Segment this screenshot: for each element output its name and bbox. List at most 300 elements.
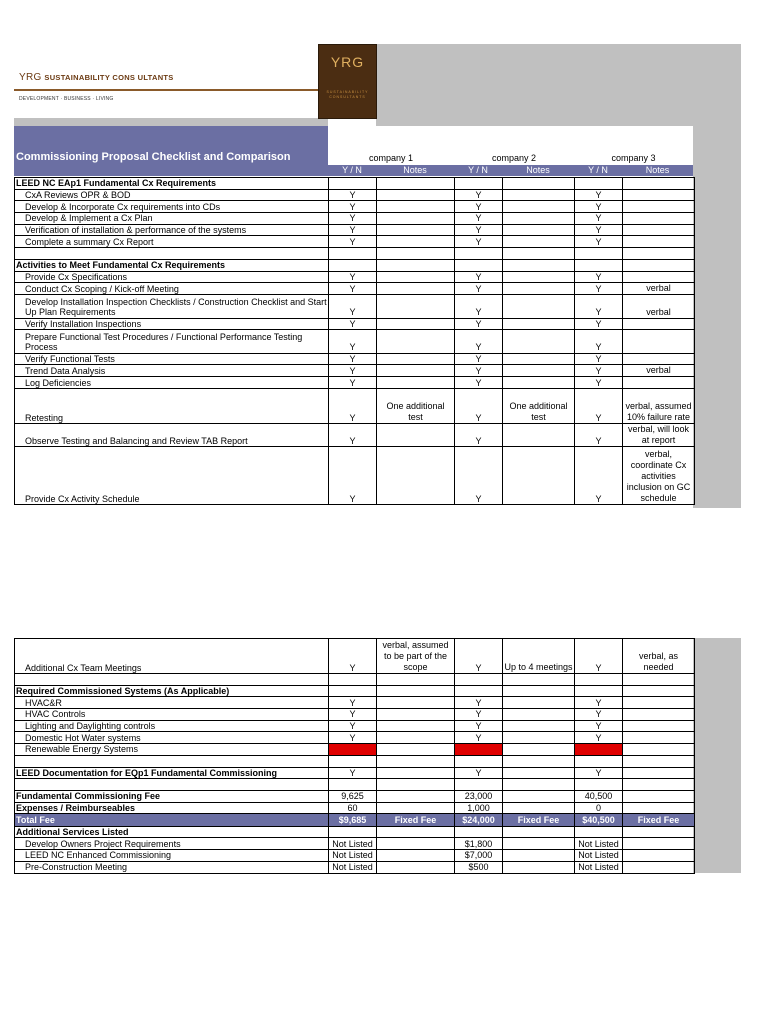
company-2-yn-cell: Y <box>455 767 503 779</box>
company-1-yn-cell: Y <box>329 201 377 213</box>
company-3-notes-cell <box>623 178 695 190</box>
company-2-notes-cell <box>503 744 575 756</box>
company-3-notes-cell: verbal <box>623 365 695 377</box>
company-2-yn-cell: Y <box>455 447 503 505</box>
company-3-yn-cell: Y <box>575 767 623 779</box>
company-3-yn-header: Y / N <box>574 165 622 176</box>
table-row <box>15 447 695 505</box>
row-label: Domestic Hot Water systems <box>15 732 329 744</box>
company-2-yn-cell: 1,000 <box>455 802 503 814</box>
company-1-notes-cell <box>377 236 455 248</box>
requirements-table <box>14 177 695 505</box>
company-2-yn-cell: $24,000 <box>455 814 503 827</box>
table-row <box>15 271 695 283</box>
company-2-notes-cell <box>503 732 575 744</box>
company-1-notes-cell <box>377 709 455 721</box>
company-3-yn-cell: Y <box>575 732 623 744</box>
company-1-yn-cell <box>329 248 377 260</box>
table-row <box>15 389 695 424</box>
company-3-notes-cell <box>623 674 695 686</box>
company-3-notes-cell <box>623 685 695 697</box>
table-row <box>15 838 695 850</box>
company-2-notes-cell <box>503 779 575 791</box>
row-label: Total Fee <box>15 814 329 827</box>
table-row <box>15 201 695 213</box>
brand-prefix: YRG <box>19 72 42 83</box>
company-1-yn-cell: Y <box>329 365 377 377</box>
company-3-yn-cell <box>575 259 623 271</box>
table-row <box>15 767 695 779</box>
company-3-notes-cell <box>623 236 695 248</box>
company-2-notes-cell <box>503 271 575 283</box>
company-1-yn-cell: $9,685 <box>329 814 377 827</box>
company-1-notes-cell <box>377 365 455 377</box>
row-label: HVAC&R <box>15 697 329 709</box>
company-3-notes-cell <box>623 720 695 732</box>
company-3-notes-cell: verbal, assumed 10% failure rate <box>623 389 695 424</box>
brand-divider <box>14 89 318 91</box>
row-label: Prepare Functional Test Procedures / Functional Performance Testing Process <box>15 330 329 353</box>
company-2-notes-cell <box>503 201 575 213</box>
company-2-notes-cell <box>503 697 575 709</box>
company-2-yn-cell: Y <box>455 224 503 236</box>
row-label: Required Commissioned Systems (As Applicable) <box>15 685 329 697</box>
company-1-yn-cell: Y <box>329 389 377 424</box>
systems-fees-table-body <box>15 639 695 874</box>
table-row <box>15 674 695 686</box>
company-1-notes-cell <box>377 674 455 686</box>
company-1-notes-cell <box>377 744 455 756</box>
company-3-yn-cell: Not Listed <box>575 850 623 862</box>
company-3-yn-cell: Y <box>575 424 623 447</box>
company-2-notes-cell <box>503 377 575 389</box>
company-2-yn-cell: Y <box>455 189 503 201</box>
company-2-yn-cell <box>455 685 503 697</box>
table-row <box>15 802 695 814</box>
company-2-notes-cell <box>503 674 575 686</box>
company-3-notes-cell <box>623 271 695 283</box>
company-2-yn-cell: Y <box>455 271 503 283</box>
company-1-yn-cell <box>329 685 377 697</box>
requirements-table-body <box>15 178 695 505</box>
company-2-notes-cell <box>503 802 575 814</box>
company-1-notes-cell <box>377 271 455 283</box>
company-2-yn-cell <box>455 259 503 271</box>
company-2-yn-cell: Y <box>455 697 503 709</box>
company-2-notes-cell <box>503 709 575 721</box>
company-3-notes-cell: verbal <box>623 295 695 318</box>
company-3-notes-cell: verbal, as needed <box>623 639 695 674</box>
table-row <box>15 353 695 365</box>
row-label: LEED NC Enhanced Commissioning <box>15 850 329 862</box>
row-label: Log Deficiencies <box>15 377 329 389</box>
company-2-notes-cell <box>503 213 575 225</box>
company-2-notes-cell: One additional test <box>503 389 575 424</box>
brand-rest: SUSTAINABILITY CONS ULTANTS <box>44 73 174 82</box>
company-3-notes-cell <box>623 201 695 213</box>
company-1-header: company 1 <box>368 153 414 163</box>
table-row <box>15 861 695 873</box>
company-1-notes-cell <box>377 178 455 190</box>
company-3-notes-cell <box>623 755 695 767</box>
company-1-notes-cell <box>377 826 455 838</box>
table-row <box>15 189 695 201</box>
company-3-yn-cell: Y <box>575 201 623 213</box>
company-2-notes-cell <box>503 178 575 190</box>
company-2-yn-cell: Y <box>455 201 503 213</box>
company-1-yn-cell: Y <box>329 283 377 295</box>
row-label: Retesting <box>15 389 329 424</box>
company-1-yn-cell: Y <box>329 330 377 353</box>
row-label: CxA Reviews OPR & BOD <box>15 189 329 201</box>
company-2-yn-cell <box>455 178 503 190</box>
company-1-notes-cell <box>377 838 455 850</box>
company-1-yn-cell: 9,625 <box>329 790 377 802</box>
company-3-notes-cell <box>623 189 695 201</box>
company-3-notes-cell <box>623 732 695 744</box>
company-3-yn-cell: 0 <box>575 802 623 814</box>
company-2-notes-cell <box>503 236 575 248</box>
company-3-yn-cell <box>575 178 623 190</box>
company-2-yn-cell: Y <box>455 720 503 732</box>
table-row <box>15 697 695 709</box>
company-2-yn-cell: Y <box>455 732 503 744</box>
table-row <box>15 224 695 236</box>
row-label: Provide Cx Activity Schedule <box>15 447 329 505</box>
company-1-notes-cell: Fixed Fee <box>377 814 455 827</box>
company-1-notes-cell <box>377 213 455 225</box>
company-2-yn-cell: 23,000 <box>455 790 503 802</box>
company-3-yn-cell: Not Listed <box>575 838 623 850</box>
company-3-notes-cell <box>623 353 695 365</box>
company-1-notes-cell <box>377 767 455 779</box>
company-1-notes-cell <box>377 720 455 732</box>
company-3-notes-cell <box>623 779 695 791</box>
company-2-yn-cell <box>455 826 503 838</box>
company-3-notes-cell <box>623 790 695 802</box>
table-row <box>15 779 695 791</box>
company-3-notes-cell <box>623 224 695 236</box>
company-2-notes-cell <box>503 353 575 365</box>
company-2-notes-cell <box>503 259 575 271</box>
company-2-notes-cell: Fixed Fee <box>503 814 575 827</box>
row-label: Provide Cx Specifications <box>15 271 329 283</box>
company-3-notes-cell <box>623 330 695 353</box>
company-2-yn-cell: Y <box>455 330 503 353</box>
table1-grey-margin <box>693 126 741 508</box>
company-2-yn-cell <box>455 779 503 791</box>
company-1-yn-cell: 60 <box>329 802 377 814</box>
company-1-notes-cell <box>377 295 455 318</box>
table-row <box>15 365 695 377</box>
company-1-notes-cell <box>377 259 455 271</box>
company-3-yn-cell: Y <box>575 189 623 201</box>
company-3-yn-cell <box>575 685 623 697</box>
company-3-yn-cell: Y <box>575 213 623 225</box>
row-label: Complete a summary Cx Report <box>15 236 329 248</box>
company-1-notes-cell <box>377 283 455 295</box>
company-2-yn-cell: $500 <box>455 861 503 873</box>
company-1-yn-cell: Not Listed <box>329 861 377 873</box>
company-1-yn-header: Y / N <box>328 165 376 176</box>
row-label: LEED NC EAp1 Fundamental Cx Requirements <box>15 178 329 190</box>
row-label: Develop & Implement a Cx Plan <box>15 213 329 225</box>
company-3-yn-cell: Y <box>575 639 623 674</box>
company-2-yn-cell <box>455 248 503 260</box>
company-1-yn-cell <box>329 779 377 791</box>
logo-subtext: SUSTAINABILITY CONSULTANTS <box>326 90 369 99</box>
company-3-yn-cell <box>575 248 623 260</box>
company-3-yn-cell: N <box>575 744 623 756</box>
company-1-notes-cell <box>377 850 455 862</box>
company-1-yn-cell: N <box>329 744 377 756</box>
company-3-yn-cell: Y <box>575 389 623 424</box>
company-3-notes-cell <box>623 318 695 330</box>
company-3-yn-cell: Y <box>575 697 623 709</box>
company-1-notes-cell <box>377 802 455 814</box>
table-row <box>15 178 695 190</box>
company-3-notes-cell <box>623 697 695 709</box>
company-1-notes-cell <box>377 189 455 201</box>
company-2-notes-cell <box>503 330 575 353</box>
company-3-yn-cell: Y <box>575 330 623 353</box>
company-2-yn-cell: Y <box>455 295 503 318</box>
company-1-notes-cell <box>377 779 455 791</box>
table-row <box>15 248 695 260</box>
company-1-yn-cell: Y <box>329 271 377 283</box>
company-1-yn-cell: Not Listed <box>329 850 377 862</box>
row-label: Activities to Meet Fundamental Cx Requirements <box>15 259 329 271</box>
row-label: HVAC Controls <box>15 709 329 721</box>
company-3-yn-cell: Y <box>575 283 623 295</box>
company-3-yn-cell: Y <box>575 447 623 505</box>
row-label <box>15 779 329 791</box>
company-3-yn-cell: Y <box>575 720 623 732</box>
row-label: Observe Testing and Balancing and Review TAB Report <box>15 424 329 447</box>
company-3-yn-cell: Y <box>575 353 623 365</box>
company-2-yn-cell: Y <box>455 236 503 248</box>
table-row <box>15 283 695 295</box>
company-3-yn-cell: $40,500 <box>575 814 623 827</box>
company-1-notes-cell: One additional test <box>377 389 455 424</box>
company-3-yn-cell: 40,500 <box>575 790 623 802</box>
yrg-logo <box>318 44 377 119</box>
company-2-notes-cell <box>503 283 575 295</box>
company-2-header: company 2 <box>491 153 537 163</box>
company-1-notes-cell <box>377 685 455 697</box>
total-fee-row <box>15 814 695 827</box>
row-label: Verify Functional Tests <box>15 353 329 365</box>
company-1-yn-cell: Y <box>329 213 377 225</box>
company-1-yn-cell: Y <box>329 709 377 721</box>
company-2-yn-cell: Y <box>455 709 503 721</box>
company-3-notes-cell <box>623 377 695 389</box>
table-row <box>15 330 695 353</box>
company-2-yn-header: Y / N <box>454 165 502 176</box>
company-3-yn-cell <box>575 826 623 838</box>
company-1-yn-cell: Y <box>329 353 377 365</box>
table-row <box>15 744 695 756</box>
company-1-yn-cell <box>329 826 377 838</box>
company-3-notes-cell <box>623 850 695 862</box>
table2-grey-margin <box>693 638 741 873</box>
company-2-yn-cell: $7,000 <box>455 850 503 862</box>
row-label: Develop Owners Project Requirements <box>15 838 329 850</box>
company-1-yn-cell: Y <box>329 720 377 732</box>
company-2-yn-cell: $1,800 <box>455 838 503 850</box>
table-row <box>15 236 695 248</box>
company-1-yn-cell: Not Listed <box>329 838 377 850</box>
table-row <box>15 826 695 838</box>
company-2-yn-cell: Y <box>455 424 503 447</box>
company-2-yn-cell: Y <box>455 318 503 330</box>
company-3-yn-cell: Y <box>575 377 623 389</box>
brand-tagline: DEVELOPMENT · BUSINESS · LIVING <box>19 96 114 102</box>
company-1-notes-cell <box>377 318 455 330</box>
company-2-notes-cell <box>503 447 575 505</box>
company-1-yn-cell <box>329 259 377 271</box>
company-1-notes-cell <box>377 697 455 709</box>
table-row <box>15 685 695 697</box>
company-3-notes-cell <box>623 802 695 814</box>
row-label: Pre-Construction Meeting <box>15 861 329 873</box>
company-2-notes-cell <box>503 424 575 447</box>
company-3-yn-cell: Y <box>575 365 623 377</box>
company-3-notes-cell: verbal <box>623 283 695 295</box>
table-row <box>15 709 695 721</box>
company-1-yn-cell: Y <box>329 318 377 330</box>
company-3-yn-cell: Y <box>575 236 623 248</box>
header-left-strip <box>14 118 328 126</box>
table-row <box>15 755 695 767</box>
table-row <box>15 318 695 330</box>
company-1-yn-cell: Y <box>329 767 377 779</box>
systems-fees-table <box>14 638 695 874</box>
company-1-yn-cell: Y <box>329 377 377 389</box>
company-3-yn-cell: Y <box>575 709 623 721</box>
company-2-yn-cell: Y <box>455 365 503 377</box>
row-label: LEED Documentation for EQp1 Fundamental Commissioning <box>15 767 329 779</box>
company-2-notes-cell <box>503 850 575 862</box>
company-3-notes-cell <box>623 826 695 838</box>
table-row <box>15 720 695 732</box>
company-2-notes-cell <box>503 685 575 697</box>
company-2-yn-cell: Y <box>455 377 503 389</box>
table-row <box>15 259 695 271</box>
company-1-notes-cell <box>377 447 455 505</box>
company-2-notes-cell <box>503 720 575 732</box>
company-1-notes-cell <box>377 861 455 873</box>
row-label <box>15 248 329 260</box>
company-3-notes-cell <box>623 213 695 225</box>
company-1-notes-cell <box>377 424 455 447</box>
company-3-notes-cell <box>623 744 695 756</box>
company-1-yn-cell: Y <box>329 236 377 248</box>
company-1-yn-cell <box>329 755 377 767</box>
company-2-yn-cell <box>455 755 503 767</box>
company-3-yn-cell <box>575 674 623 686</box>
company-2-yn-cell <box>455 674 503 686</box>
row-label: Expenses / Reimburseables <box>15 802 329 814</box>
company-3-notes-cell <box>623 248 695 260</box>
row-label <box>15 674 329 686</box>
table-row <box>15 213 695 225</box>
company-3-yn-cell: Not Listed <box>575 861 623 873</box>
table-row <box>15 377 695 389</box>
company-3-notes-header: Notes <box>622 165 693 176</box>
company-3-notes-cell <box>623 861 695 873</box>
row-label: Develop Installation Inspection Checklists / Construction Checklist and Start Up Plan Requirements <box>15 295 329 318</box>
company-1-notes-cell <box>377 377 455 389</box>
company-1-yn-cell: Y <box>329 639 377 674</box>
company-2-yn-cell: Y <box>455 389 503 424</box>
company-1-yn-cell: Y <box>329 224 377 236</box>
row-label: Conduct Cx Scoping / Kick-off Meeting <box>15 283 329 295</box>
company-2-notes-cell <box>503 826 575 838</box>
page-title-block <box>14 126 328 176</box>
company-3-notes-cell <box>623 767 695 779</box>
company-3-notes-cell <box>623 838 695 850</box>
company-3-yn-cell: Y <box>575 295 623 318</box>
company-2-notes-cell <box>503 790 575 802</box>
row-label: Trend Data Analysis <box>15 365 329 377</box>
row-label: Additional Services Listed <box>15 826 329 838</box>
company-1-notes-header: Notes <box>376 165 454 176</box>
company-2-notes-header: Notes <box>502 165 574 176</box>
company-3-notes-cell <box>623 709 695 721</box>
header-grey-band <box>376 44 741 126</box>
company-2-notes-cell: Up to 4 meetings <box>503 639 575 674</box>
company-3-yn-cell <box>575 755 623 767</box>
company-1-notes-cell <box>377 755 455 767</box>
company-1-notes-cell <box>377 248 455 260</box>
company-2-yn-cell: Y <box>455 639 503 674</box>
company-2-notes-cell <box>503 767 575 779</box>
company-1-notes-cell: verbal, assumed to be part of the scope <box>377 639 455 674</box>
row-label: Verification of installation & performance of the systems <box>15 224 329 236</box>
brand-name <box>19 72 174 83</box>
table-row <box>15 790 695 802</box>
company-2-yn-cell: N <box>455 744 503 756</box>
company-1-notes-cell <box>377 790 455 802</box>
company-3-notes-cell <box>623 259 695 271</box>
company-3-yn-cell: Y <box>575 224 623 236</box>
company-2-notes-cell <box>503 189 575 201</box>
company-1-notes-cell <box>377 330 455 353</box>
company-2-notes-cell <box>503 755 575 767</box>
table-row <box>15 295 695 318</box>
table-row <box>15 732 695 744</box>
company-1-yn-cell <box>329 178 377 190</box>
company-1-notes-cell <box>377 224 455 236</box>
row-label: Verify Installation Inspections <box>15 318 329 330</box>
company-2-notes-cell <box>503 838 575 850</box>
company-2-yn-cell: Y <box>455 213 503 225</box>
table-row <box>15 850 695 862</box>
company-1-yn-cell: Y <box>329 732 377 744</box>
logo-text: YRG <box>330 54 365 70</box>
company-2-notes-cell <box>503 248 575 260</box>
company-1-yn-cell: Y <box>329 697 377 709</box>
table-row <box>15 424 695 447</box>
company-2-yn-cell: Y <box>455 353 503 365</box>
row-label: Fundamental Commissioning Fee <box>15 790 329 802</box>
row-label: Renewable Energy Systems <box>15 744 329 756</box>
page-title: Commissioning Proposal Checklist and Comparison <box>16 151 291 163</box>
company-1-notes-cell <box>377 201 455 213</box>
row-label <box>15 755 329 767</box>
company-1-notes-cell <box>377 353 455 365</box>
